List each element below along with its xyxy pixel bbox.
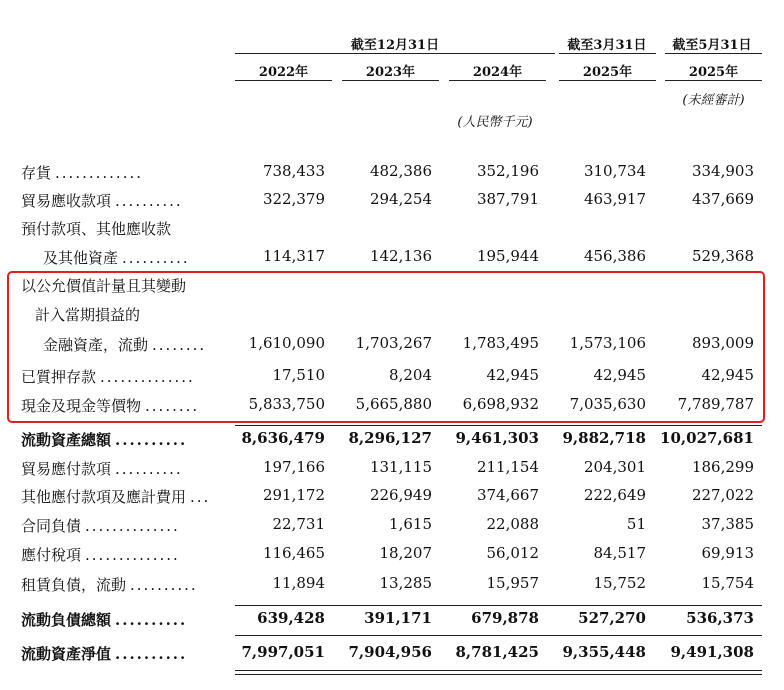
leader-dots: ............. xyxy=(55,164,144,182)
header-rule-dec31 xyxy=(235,53,555,54)
row-label-text: 合同負債 xyxy=(21,517,82,535)
cell-value: 10,027,681 xyxy=(660,429,754,447)
unaudited-note: (未經審計) xyxy=(682,93,745,108)
row-label-text: 其他應付款項及應計費用 xyxy=(21,488,187,506)
cell-value: 51 xyxy=(626,515,646,533)
cell-value: 679,878 xyxy=(471,609,539,627)
cell-value: 131,115 xyxy=(369,458,432,476)
row-label-text: 計入當期損益的 xyxy=(35,306,141,324)
cell-value: 42,945 xyxy=(701,366,754,384)
row-label-text: 流動負債總額 xyxy=(21,611,112,629)
leader-dots: .............. xyxy=(100,368,195,386)
cell-value: 18,207 xyxy=(379,544,432,562)
cell-value: 15,752 xyxy=(593,574,646,592)
cell-value: 9,882,718 xyxy=(562,429,646,447)
rule-after-current-liabilities-total xyxy=(235,635,762,636)
row-label xyxy=(43,334,206,355)
cell-value: 8,636,479 xyxy=(241,429,325,447)
year-rule-2022 xyxy=(235,80,332,81)
cell-value: 9,461,303 xyxy=(455,429,539,447)
cell-value: 204,301 xyxy=(583,458,646,476)
row-label-text: 流動資產總額 xyxy=(21,431,112,449)
currency-note: (人民幣千元) xyxy=(457,115,533,130)
leader-dots: ... xyxy=(190,488,211,506)
row-label xyxy=(21,395,199,416)
row-label xyxy=(43,247,190,268)
cell-value: 116,465 xyxy=(262,544,325,562)
leader-dots: .......... xyxy=(115,645,188,663)
year-header-2025-may: 2025年 xyxy=(688,65,739,80)
cell-value: 56,012 xyxy=(486,544,539,562)
leader-dots: ........ xyxy=(152,336,207,354)
cell-value: 374,667 xyxy=(476,486,539,504)
leader-dots: .......... xyxy=(115,611,188,629)
cell-value: 42,945 xyxy=(593,366,646,384)
cell-value: 1,703,267 xyxy=(355,334,432,352)
cell-value: 9,491,308 xyxy=(670,643,754,661)
cell-value: 294,254 xyxy=(369,190,432,208)
cell-value: 197,166 xyxy=(262,458,325,476)
cell-value: 322,379 xyxy=(262,190,325,208)
leader-dots: .............. xyxy=(85,546,180,564)
cell-value: 69,913 xyxy=(701,544,754,562)
cell-value: 42,945 xyxy=(486,366,539,384)
year-header-2022: 2022年 xyxy=(258,65,309,80)
header-rule-may31 xyxy=(665,53,762,54)
cell-value: 7,789,787 xyxy=(677,395,754,413)
cell-value: 7,904,956 xyxy=(348,643,432,661)
cell-value: 456,386 xyxy=(583,247,646,265)
row-label-text: 現金及現金等價物 xyxy=(21,397,142,415)
cell-value: 1,615 xyxy=(389,515,432,533)
leader-dots: .......... xyxy=(122,249,190,267)
cell-value: 8,204 xyxy=(389,366,432,384)
cell-value: 310,734 xyxy=(583,162,646,180)
row-label xyxy=(21,429,187,450)
cell-value: 211,154 xyxy=(476,458,539,476)
cell-value: 1,783,495 xyxy=(462,334,539,352)
cell-value: 142,136 xyxy=(369,247,432,265)
double-rule-net-current-assets xyxy=(235,670,762,675)
cell-value: 437,669 xyxy=(691,190,754,208)
row-label-text: 租賃負債，流動 xyxy=(21,576,127,594)
leader-dots: .......... xyxy=(115,460,183,478)
row-label xyxy=(21,162,143,183)
leader-dots: .......... xyxy=(130,576,198,594)
cell-value: 7,997,051 xyxy=(241,643,325,661)
row-label xyxy=(21,218,175,239)
row-label xyxy=(21,275,190,296)
cell-value: 6,698,932 xyxy=(462,395,539,413)
cell-value: 352,196 xyxy=(476,162,539,180)
cell-value: 222,649 xyxy=(583,486,646,504)
cell-value: 5,833,750 xyxy=(248,395,325,413)
row-label-text: 金融資產，流動 xyxy=(43,336,149,354)
year-header-2025-mar: 2025年 xyxy=(582,65,633,80)
cell-value: 22,088 xyxy=(486,515,539,533)
cell-value: 387,791 xyxy=(476,190,539,208)
row-label xyxy=(21,609,187,630)
cell-value: 639,428 xyxy=(257,609,325,627)
cell-value: 1,573,106 xyxy=(569,334,646,352)
period-group-may31: 截至5月31日 xyxy=(672,38,752,53)
row-label xyxy=(21,190,183,211)
cell-value: 37,385 xyxy=(701,515,754,533)
row-label xyxy=(21,486,210,507)
year-rule-2024 xyxy=(449,80,546,81)
cell-value: 527,270 xyxy=(578,609,646,627)
row-label xyxy=(21,366,195,387)
cell-value: 5,665,880 xyxy=(355,395,432,413)
cell-value: 1,610,090 xyxy=(248,334,325,352)
cell-value: 738,433 xyxy=(262,162,325,180)
row-label xyxy=(21,544,180,565)
cell-value: 15,957 xyxy=(486,574,539,592)
cell-value: 17,510 xyxy=(272,366,325,384)
cell-value: 9,355,448 xyxy=(562,643,646,661)
rule-before-current-assets-total xyxy=(235,425,762,426)
year-rule-2025-may xyxy=(665,80,762,81)
cell-value: 291,172 xyxy=(262,486,325,504)
row-label-text: 及其他資產 xyxy=(43,249,119,267)
row-label xyxy=(35,304,144,325)
row-label-text: 貿易應付款項 xyxy=(21,460,112,478)
row-label-text: 預付款項、其他應收款 xyxy=(21,220,172,238)
cell-value: 11,894 xyxy=(272,574,325,592)
cell-value: 536,373 xyxy=(686,609,754,627)
row-label xyxy=(21,643,187,664)
cell-value: 195,944 xyxy=(476,247,539,265)
leader-dots: .......... xyxy=(115,431,188,449)
year-rule-2025-mar xyxy=(559,80,656,81)
row-label-text: 存貨 xyxy=(21,164,52,182)
year-rule-2023 xyxy=(342,80,439,81)
cell-value: 114,317 xyxy=(262,247,325,265)
period-group-dec31: 截至12月31日 xyxy=(350,38,440,53)
row-label xyxy=(21,458,183,479)
cell-value: 8,781,425 xyxy=(455,643,539,661)
row-label xyxy=(21,515,180,536)
year-header-2024: 2024年 xyxy=(472,65,523,80)
row-label-text: 貿易應收款項 xyxy=(21,192,112,210)
row-label xyxy=(21,574,198,595)
leader-dots: ........ xyxy=(145,397,200,415)
row-label-text: 應付稅項 xyxy=(21,546,82,564)
cell-value: 893,009 xyxy=(691,334,754,352)
header-rule-mar31 xyxy=(559,53,656,54)
cell-value: 84,517 xyxy=(593,544,646,562)
period-group-mar31: 截至3月31日 xyxy=(567,38,647,53)
cell-value: 463,917 xyxy=(583,190,646,208)
cell-value: 186,299 xyxy=(691,458,754,476)
cell-value: 482,386 xyxy=(369,162,432,180)
cell-value: 226,949 xyxy=(369,486,432,504)
cell-value: 529,368 xyxy=(691,247,754,265)
row-label-text: 以公允價值計量且其變動 xyxy=(21,277,187,295)
cell-value: 15,754 xyxy=(701,574,754,592)
leader-dots: .............. xyxy=(85,517,180,535)
cell-value: 22,731 xyxy=(272,515,325,533)
row-label-text: 流動資產淨值 xyxy=(21,645,112,663)
cell-value: 8,296,127 xyxy=(348,429,432,447)
year-header-2023: 2023年 xyxy=(365,65,416,80)
cell-value: 391,171 xyxy=(364,609,432,627)
row-label-text: 已質押存款 xyxy=(21,368,97,386)
cell-value: 13,285 xyxy=(379,574,432,592)
rule-before-current-liabilities-total xyxy=(235,605,762,606)
cell-value: 227,022 xyxy=(691,486,754,504)
leader-dots: .......... xyxy=(115,192,183,210)
cell-value: 334,903 xyxy=(691,162,754,180)
cell-value: 7,035,630 xyxy=(569,395,646,413)
